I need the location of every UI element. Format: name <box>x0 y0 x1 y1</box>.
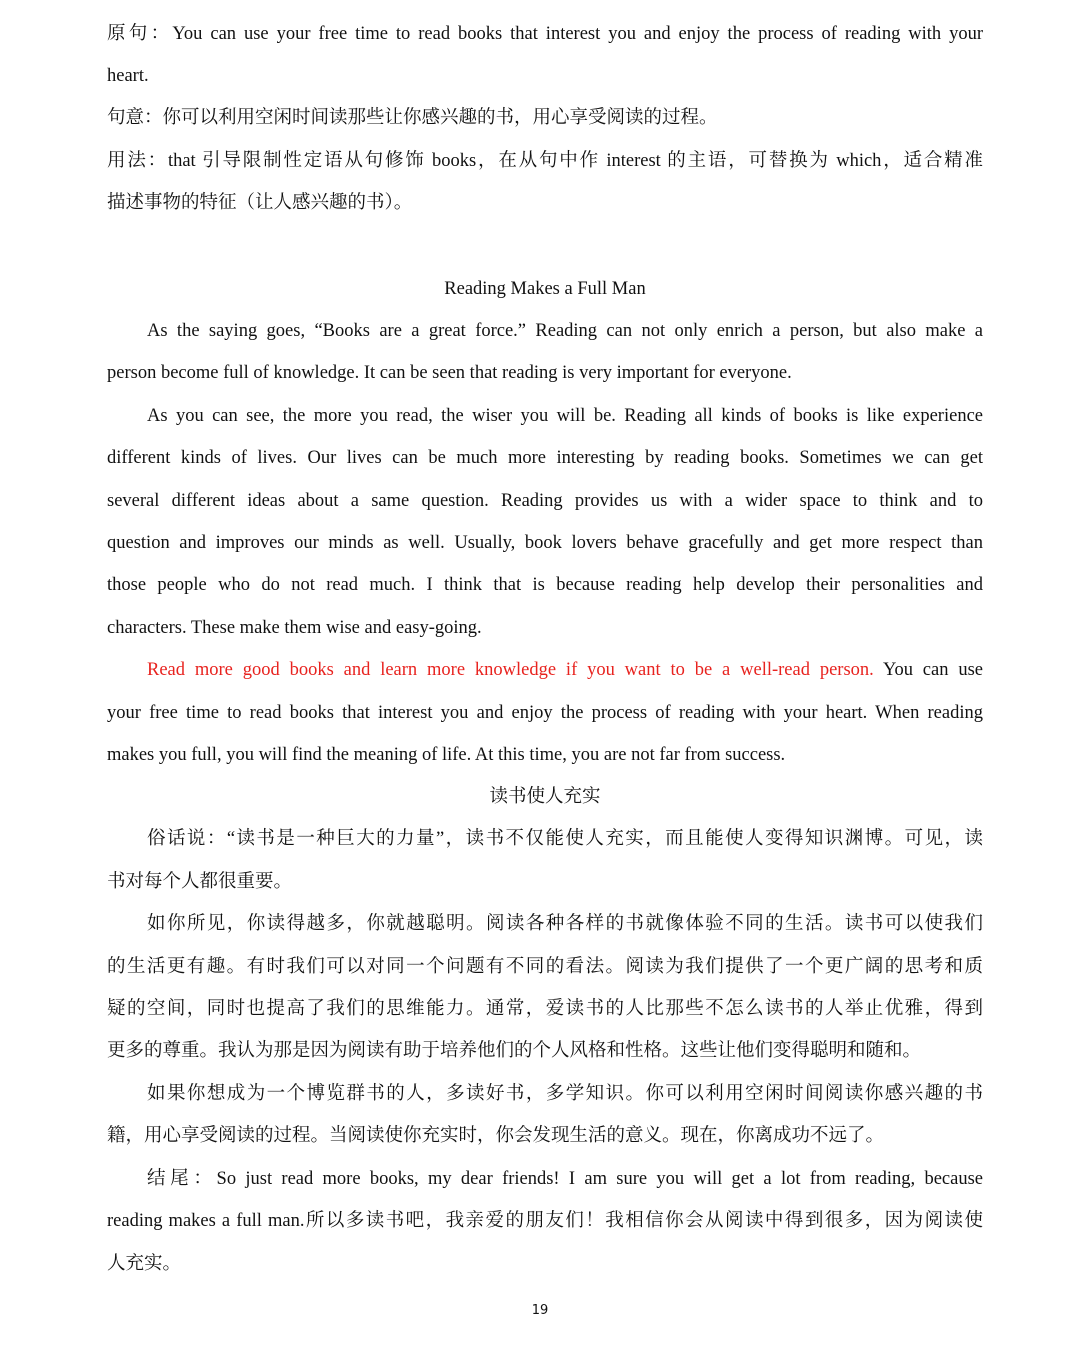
translation-paragraph-line: 疑的空间，同时也提高了我们的思维能力。通常，爱读书的人比那些不怎么读书的人举止优雅，得到 <box>107 999 983 1019</box>
usage-note-line: 描述事物的特征（让人感兴趣的书）。 <box>107 193 413 213</box>
ending-line: reading makes a full man.所以多读书吧，我亲爱的朋友们！我相信你会从阅读中得到很多，因为阅读使 <box>107 1211 983 1231</box>
essay-paragraph-line: As you can see, the more you read, the wiser you will be. Reading all kinds of books is like experience <box>147 406 983 426</box>
essay-paragraph-line: your free time to read books that interest you and enjoy the process of reading with your heart. When reading <box>107 703 983 723</box>
translation-paragraph-line: 如你所见，你读得越多，你就越聪明。阅读各种各样的书就像体验不同的生活。读书可以使我们 <box>147 914 983 934</box>
essay-paragraph-line: those people who do not read much. I think that is because reading help develop their personalities and <box>107 575 983 595</box>
essay-paragraph-line: As the saying goes, “Books are a great force.” Reading can not only enrich a person, but also make a <box>147 321 983 341</box>
translation-paragraph-line: 籍，用心享受阅读的过程。当阅读使你充实时，你会发现生活的意义。现在，你离成功不远了。 <box>107 1126 885 1146</box>
original-sentence-line: 原句：You can use your free time to read books that interest you and enjoy the process of reading with your <box>107 24 983 44</box>
translation-paragraph-line: 俗话说：“读书是一种巨大的力量”，读书不仅能使人充实，而且能使人变得知识渊博。可见，读 <box>147 829 983 849</box>
essay-paragraph-line: question and improves our minds as well. Usually, book lovers behave gracefully and get more respect than <box>107 533 983 553</box>
translation-paragraph-line: 如果你想成为一个博览群书的人，多读好书，多学知识。你可以利用空闲时间阅读你感兴趣的书 <box>147 1084 983 1104</box>
essay-text: You can use <box>873 660 983 680</box>
ending-line: 人充实。 <box>107 1254 182 1274</box>
highlighted-sentence: Read more good books and learn more knowledge if you want to be a well-read person. <box>147 660 874 680</box>
usage-note-line: 用法：that 引导限制性定语从句修饰 books，在从句中作 interest 的主语，可替换为 which，适合精准 <box>107 151 983 171</box>
translation-title: 读书使人充实 <box>489 787 601 807</box>
essay-title: Reading Makes a Full Man <box>444 279 646 299</box>
ending-line: 结尾：So just read more books, my dear friends! I am sure you will get a lot from reading, because <box>147 1169 983 1189</box>
translation-paragraph-line: 书对每个人都很重要。 <box>107 872 293 892</box>
original-sentence-line: heart. <box>107 66 149 86</box>
essay-paragraph-line <box>107 657 983 683</box>
essay-paragraph-line: several different ideas about a same question. Reading provides us with a wider space to think and to <box>107 491 983 511</box>
translation-paragraph-line: 更多的尊重。我认为那是因为阅读有助于培养他们的个人风格和性格。这些让他们变得聪明和随和。 <box>107 1041 922 1061</box>
essay-paragraph-line: different kinds of lives. Our lives can be much more interesting by reading books. Sometimes we can get <box>107 448 983 468</box>
essay-paragraph-line: person become full of knowledge. It can be seen that reading is very important for everyone. <box>107 363 792 383</box>
sentence-meaning: 句意：你可以利用空闲时间读那些让你感兴趣的书，用心享受阅读的过程。 <box>107 108 718 128</box>
essay-paragraph-line: characters. These make them wise and easy-going. <box>107 618 482 638</box>
page-number: 19 <box>531 1303 549 1318</box>
essay-paragraph-line: makes you full, you will find the meaning of life. At this time, you are not far from success. <box>107 745 786 765</box>
translation-paragraph-line: 的生活更有趣。有时我们可以对同一个问题有不同的看法。阅读为我们提供了一个更广阔的思考和质 <box>107 957 983 977</box>
